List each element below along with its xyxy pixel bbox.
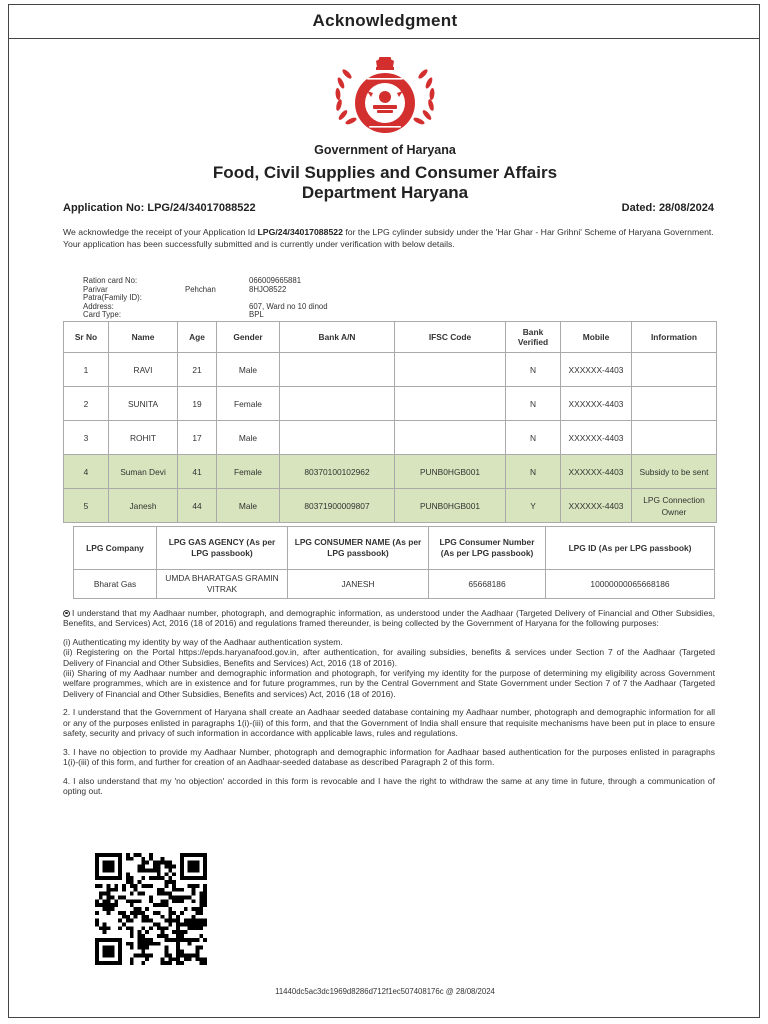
cell-sr: 2 xyxy=(64,387,109,421)
col-mobile: Mobile xyxy=(561,322,632,353)
col-bank-verified: Bank Verified xyxy=(506,322,561,353)
col-lpg-id: LPG ID (As per LPG passbook) xyxy=(546,527,715,570)
declaration-paragraph-1 xyxy=(63,608,715,629)
pehchan-label: Pehchan xyxy=(185,284,216,294)
cell-verified: N xyxy=(506,421,561,455)
cell-mobile: XXXXXX-4403 xyxy=(561,421,632,455)
cell-bank: 80371900009807 xyxy=(280,489,395,523)
table-row xyxy=(74,570,715,599)
col-gender: Gender xyxy=(217,322,280,353)
address-label: Address: xyxy=(83,301,114,311)
cell-sr: 3 xyxy=(64,421,109,455)
card-type-label: Card Type: xyxy=(83,310,121,320)
cell-gender: Male xyxy=(217,353,280,387)
members-header-row xyxy=(64,322,717,353)
parivar-label: Parivar xyxy=(83,284,108,294)
cell-gender: Male xyxy=(217,489,280,523)
declaration-purpose-ii: (ii) Registering on the Portal https://epds.haryanafood.gov.in, after authentication, for availing subsidies, benefits & services under Section 7 of the Aadhaar (Targeted Delivery of Financial and Other Subsidies, Benefits and Services) Act, 2016 (18 of 2016). xyxy=(63,647,715,668)
cell-mobile: XXXXXX-4403 xyxy=(561,353,632,387)
cell-lpg-consumer-number: 65668186 xyxy=(429,570,546,599)
cell-information: LPG Connection Owner xyxy=(632,489,717,523)
intro-text-start: We acknowledge the receipt of your Application Id xyxy=(63,227,258,237)
title-divider xyxy=(9,38,759,39)
col-bank-account: Bank A/N xyxy=(280,322,395,353)
cell-age: 44 xyxy=(178,489,217,523)
card-type-value: BPL xyxy=(249,310,264,320)
cell-age: 17 xyxy=(178,421,217,455)
address-value: 607, Ward no 10 dinod xyxy=(249,301,328,311)
cell-ifsc xyxy=(395,421,506,455)
table-row-highlighted xyxy=(64,489,717,523)
col-ifsc: IFSC Code xyxy=(395,322,506,353)
department-line-1: Food, Civil Supplies and Consumer Affairs xyxy=(212,163,558,182)
table-row-highlighted xyxy=(64,455,717,489)
col-lpg-consumer-number: LPG Consumer Number (As per LPG passbook) xyxy=(429,527,546,570)
verification-hash: 11440dc5ac3dc1969d8286d712f1ec507408176c @ 28/08/2024 xyxy=(275,987,495,996)
cell-information xyxy=(632,387,717,421)
table-row xyxy=(64,353,717,387)
cell-sr: 5 xyxy=(64,489,109,523)
department-name xyxy=(9,163,761,203)
col-sr-no: Sr No xyxy=(64,322,109,353)
table-row xyxy=(64,387,717,421)
cell-ifsc xyxy=(395,353,506,387)
application-date-label: Dated: xyxy=(621,202,656,214)
cell-name: Janesh xyxy=(109,489,178,523)
application-date-value: 28/08/2024 xyxy=(658,202,714,214)
cell-lpg-company: Bharat Gas xyxy=(74,570,157,599)
col-lpg-consumer-name: LPG CONSUMER NAME (As per LPG passbook) xyxy=(288,527,429,570)
cell-lpg-consumer-name: JANESH xyxy=(288,570,429,599)
qr-code-icon xyxy=(95,853,207,965)
intro-app-id: LPG/24/34017088522 xyxy=(257,227,343,237)
cell-age: 41 xyxy=(178,455,217,489)
cell-ifsc xyxy=(395,387,506,421)
cell-mobile: XXXXXX-4403 xyxy=(561,489,632,523)
patra-label: Patra(Family ID): xyxy=(83,293,142,303)
cell-mobile: XXXXXX-4403 xyxy=(561,387,632,421)
col-lpg-company: LPG Company xyxy=(74,527,157,570)
cell-information xyxy=(632,421,717,455)
col-name: Name xyxy=(109,322,178,353)
declaration-purpose-iii: (iii) Sharing of my Aadhaar number and demographic information and photograph, for verifying my identity for the purpose of determining my eligibility across Government welfare programmes, which are in existence and for future programmes, run by the Central Government and State Government under Section 7 of 7 the Aadhaar (Targeted Delivery of Financial and Other Subsidies, Benefits and services) Act, 2016 (18 of 2016). xyxy=(63,667,715,699)
cell-ifsc: PUNB0HGB001 xyxy=(395,489,506,523)
lpg-header-row xyxy=(74,527,715,570)
cell-information xyxy=(632,353,717,387)
col-lpg-agency: LPG GAS AGENCY (As per LPG passbook) xyxy=(157,527,288,570)
cell-bank xyxy=(280,421,395,455)
cell-age: 19 xyxy=(178,387,217,421)
lpg-connection-table xyxy=(73,526,715,599)
intro-text-end: for the LPG cylinder subsidy under the 'Har Ghar - Har Grihni' Scheme of Haryana Government. Your application has been successfully submitted and is currently under verification with below details. xyxy=(63,227,714,249)
cell-bank: 80370100102962 xyxy=(280,455,395,489)
cell-bank xyxy=(280,387,395,421)
cell-gender: Female xyxy=(217,387,280,421)
col-information: Information xyxy=(632,322,717,353)
cell-mobile: XXXXXX-4403 xyxy=(561,455,632,489)
application-number-label: Application No: xyxy=(63,202,145,214)
page-title: Acknowledgment xyxy=(312,11,458,30)
cell-information: Subsidy to be sent xyxy=(632,455,717,489)
family-info xyxy=(83,277,483,320)
table-row xyxy=(64,421,717,455)
acknowledgement-text xyxy=(63,226,715,250)
cell-sr: 4 xyxy=(64,455,109,489)
declaration-purpose-i: (i) Authenticating my identity by way of the Aadhaar authentication system. xyxy=(63,637,343,648)
cell-name: SUNITA xyxy=(109,387,178,421)
haryana-government-seal-icon xyxy=(327,53,443,139)
cell-verified: Y xyxy=(506,489,561,523)
col-age: Age xyxy=(178,322,217,353)
cell-name: Suman Devi xyxy=(109,455,178,489)
cell-verified: N xyxy=(506,455,561,489)
declaration-paragraph-2: 2. I understand that the Government of Haryana shall create an Aadhaar seeded database containing my Aadhaar number, photograph and demographic information for all or any of the purposes enlisted in paragraphs 1(i)-(iii) of this form, and that the Government of India shall ensure that requisite mechanisms have been put in place to ensure safety, security and privacy of such information in accordance with applicable laws, rules and regulations. xyxy=(63,707,715,738)
cell-bank xyxy=(280,353,395,387)
department-line-2: Department Haryana xyxy=(301,183,469,202)
parivar-value: 8HJO8522 xyxy=(249,284,287,294)
cell-ifsc: PUNB0HGB001 xyxy=(395,455,506,489)
cell-verified: N xyxy=(506,353,561,387)
cell-age: 21 xyxy=(178,353,217,387)
application-date xyxy=(622,202,714,214)
cell-name: ROHIT xyxy=(109,421,178,455)
cell-verified: N xyxy=(506,387,561,421)
radio-selected-icon[interactable] xyxy=(63,610,70,617)
cell-gender: Male xyxy=(217,421,280,455)
declaration-paragraph-3: 3. I have no objection to provide my Aadhaar Number, photograph and demographic information for Aadhaar based authentication for the purposes enlisted in paragraphs 1(i)-(iii) of this form, and further for creation of an Aadhaar-seeded database as described Paragraph 2 of this form. xyxy=(63,746,715,768)
ration-card-value: 066009665881 xyxy=(249,276,302,285)
application-number-value: LPG/24/34017088522 xyxy=(147,202,256,214)
cell-lpg-agency: UMDA BHARATGAS GRAMIN VITRAK xyxy=(157,570,288,599)
declaration-p1-text: I understand that my Aadhaar number, photograph, and demographic information, as understood under the Aadhaar (Targeted Delivery of Financial and Other Subsidies, Benefits, and Services) Act, 2016 (18 of 2016) and regulations framed thereunder, is being collected by the Government of Haryana for the following purposes: xyxy=(63,608,715,629)
cell-lpg-id: 10000000065668186 xyxy=(546,570,715,599)
aadhaar-declaration xyxy=(63,608,715,805)
acknowledgment-page xyxy=(8,4,760,1018)
declaration-paragraph-4: 4. I also understand that my 'no objection' accorded in this form is revocable and I have the right to withdraw the same at any time in future, through a communication of opting out. xyxy=(63,775,715,797)
cell-sr: 1 xyxy=(64,353,109,387)
family-members-table xyxy=(63,321,717,523)
cell-name: RAVI xyxy=(109,353,178,387)
cell-gender: Female xyxy=(217,455,280,489)
application-number xyxy=(63,202,256,214)
government-name: Government of Haryana xyxy=(314,143,456,157)
ration-card-label: Ration card No: xyxy=(83,276,138,285)
